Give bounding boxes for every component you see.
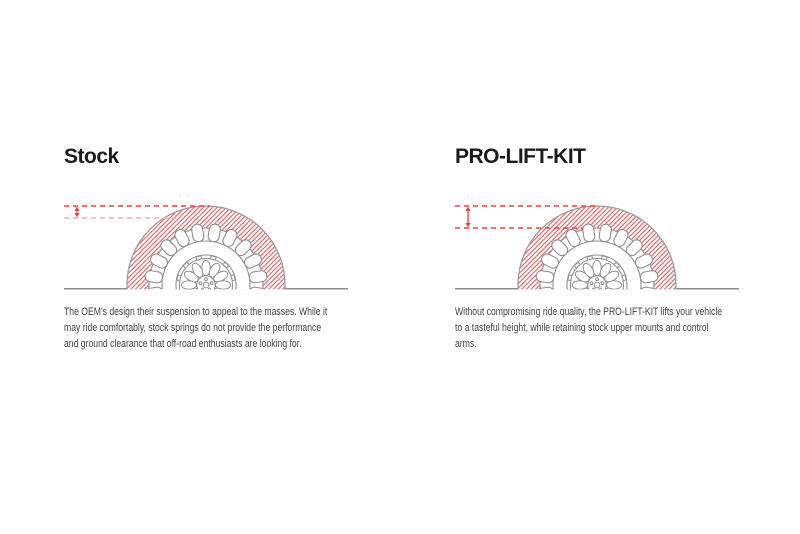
measure-arrow-up-icon [465,207,470,211]
description-line: and ground clearance that off-road enthusiasts are looking for. [64,338,302,350]
panel-pro-lift-kit [455,146,764,360]
panel-stock [64,146,373,360]
stock-description [64,304,376,352]
description-line: Without compromising ride quality, the PRO-LIFT-KIT lifts your vehicle [455,306,723,318]
description-line: may ride comfortably, stock springs do not provide the performance [64,322,322,334]
lift-height-measure [465,207,470,227]
description-line: to a tasteful height, while retaining stock upper mounts and control [455,322,709,334]
measure-arrow-down-icon [74,213,79,217]
description-line: arms. [455,338,477,350]
measure-arrow-down-icon [465,223,470,227]
description-line: The OEM's design their suspension to appeal to the masses. While it [64,306,328,318]
pro-lift-kit-title: PRO-LIFT-KIT [455,145,586,168]
measure-arrow-up-icon [74,207,79,211]
pro-lift-kit-description [455,304,767,352]
stock-title: Stock [64,145,119,168]
stock-tire-clearance-illustration [64,195,373,296]
pro-lift-kit-tire-clearance-illustration [455,195,764,296]
lift-height-measure [74,207,79,217]
